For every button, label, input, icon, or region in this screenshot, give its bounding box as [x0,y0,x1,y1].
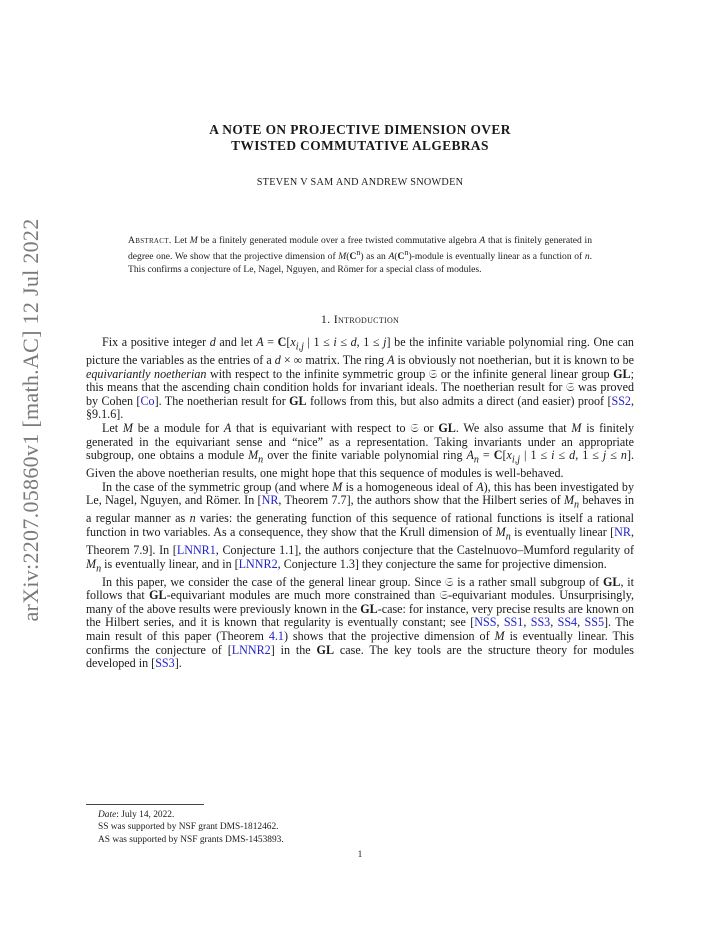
citation-nss[interactable]: NSS [474,615,497,630]
paragraph-4: In this paper, we consider the case of the general linear group. Since 𝔖 is a rather small subgroup of GL, it follows that GL-equivariant modules are much more constrained than 𝔖-equivariant modules. Unsurprisingly, many of the above results were previously known in the GL-case: for instance, very precise results are known on the Hilbert series, and it is known that regularity is eventually constant; see [NSS, SS1, SS3, SS4, SS5]. The main result of this paper (Theorem 4.1) shows that the projective dimension of M is eventually linear. This confirms the conjecture of [LNNR2] in the GL case. The key tools are the structure theory for modules developed in [SS3]. [86,574,635,671]
citation-ss5[interactable]: SS5 [584,615,604,630]
theorem-ref-4-1[interactable]: 4.1 [268,628,284,643]
authors: STEVEN V SAM AND ANDREW SNOWDEN [256,177,464,188]
footnote-ss: SS was supported by NSF grant DMS-1812462. [98,822,279,833]
footnote-rule [86,804,204,805]
page-number: 1 [357,850,363,860]
citation-lnnr2[interactable]: LNNR2 [238,556,278,571]
section-heading: 1. Introduction [320,312,400,326]
citation-ss2[interactable]: SS2 [611,393,631,408]
citation-nr-2[interactable]: NR [614,524,631,539]
citation-co[interactable]: Co [140,393,155,408]
title-line-2: TWISTED COMMUTATIVE ALGEBRAS [231,138,489,153]
citation-ss3-2[interactable]: SS3 [155,656,175,671]
title-line-1: A NOTE ON PROJECTIVE DIMENSION OVER [209,122,511,137]
paragraph-2: Let M be a module for A that is equivariant with respect to 𝔖 or GL. We also assume that M is finitely generated in the equivariant sense and “nice” as a representation. Taking invariants under an appropriate subgroup, one obtains a module $M_n$ over the finite variable polynomial ring $A_n = C[x_{i,j}$ | 1 ≤ i ≤ d, 1 ≤ j ≤ n]. Given the above noetherian results, one might hope that this sequence of modules is well-behaved. [86,420,635,481]
footnote-as: AS was supported by NSF grants DMS-1453893. [98,834,284,845]
citation-ss4[interactable]: SS4 [557,615,578,630]
footnote-date: Date: July 14, 2022. [98,810,175,820]
paper-title [86,122,634,154]
arxiv-stamp [14,150,48,690]
abstract-label: Abstract. [128,235,172,246]
citation-nr[interactable]: NR [261,493,279,508]
citation-ss3[interactable]: SS3 [530,615,551,630]
body-text [86,336,634,671]
citation-lnnr2-2[interactable]: LNNR2 [231,642,271,657]
arxiv-stamp-text: arXiv:2207.05860v1 [math.AC] 12 Jul 2022 [18,218,43,622]
paragraph-3: In the case of the symmetric group (and where M is a homogeneous ideal of A), this has been investigated by Le, Nagel, Nguyen, and Römer. In [NR, Theorem 7.7], the authors show that the Hilbert series of $M_n$ behaves in a regular manner as n varies: the generating function of this sequence of rational functions is itself a rational function in two variables. As a consequence, they show that the Krull dimension of $M_n$ is eventually linear [NR, Theorem 7.9]. In [LNNR1, Conjecture 1.1], the authors conjecture that the Castelnuovo–Mumford regularity of $M_n$ is eventually linear, and in [LNNR2, Conjecture 1.3] they conjecture the same for projective dimension. [86,479,635,574]
citation-ss1[interactable]: SS1 [503,615,524,630]
paragraph-1: Fix a positive integer d and let $A = C[x_{i,j}$ | 1 ≤ i ≤ d, 1 ≤ j] be the infinite variable polynomial ring. One can picture the variables as the entries of a d × ∞ matrix. The ring A is obviously not noetherian, but it is known to be equivariantly noetherian with respect to the infinite symmetric group 𝔖 or the infinite general linear group GL; this means that the ascending chain condition holds for invariant ideals. The noetherian result for 𝔖 was proved by Cohen [Co]. The noetherian result for GL follows from this, but also admits a direct (and easier) proof [SS2, §9.1.6]. [86,335,635,422]
abstract: Abstract. Let M be a finitely generated module over a free twisted commutative algebra A that is finitely generated in degree one. We show that the projective dimension of $M(C^n)$ as an $A(C^n)$-module is eventually linear as a function of n. This confirms a conjecture of Le, Nagel, Nguyen, and Römer for a special class of modules. [128,235,593,275]
footnotes [98,809,598,846]
citation-lnnr1[interactable]: LNNR1 [176,542,216,557]
